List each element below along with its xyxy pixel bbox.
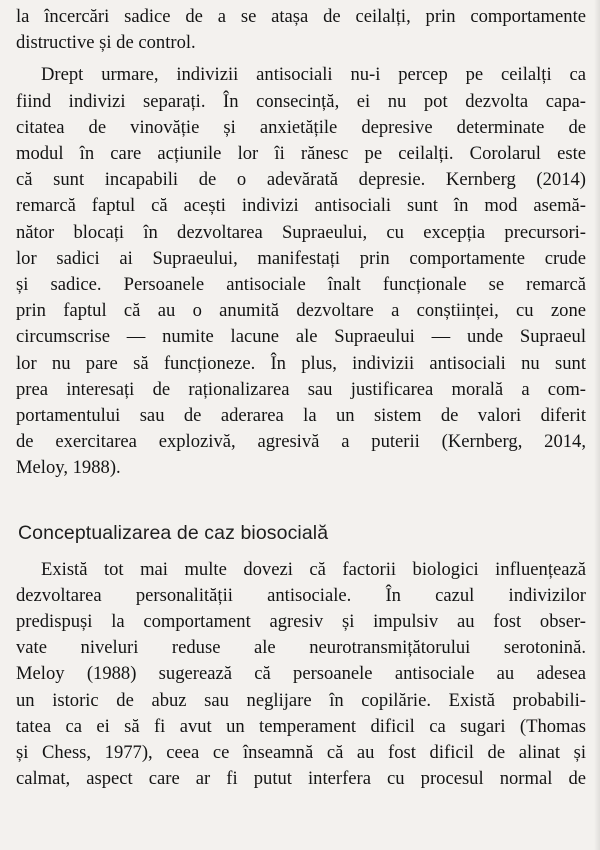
text-line: și Chess, 1977), ceea ce înseamnă că au fost dificil de alinat și bbox=[16, 742, 586, 764]
text-line: vate niveluri reduse ale neurotransmițătorului serotonină. bbox=[16, 637, 586, 659]
text-line: lor sadici ai Supraeului, manifestați prin comportamente crude bbox=[16, 247, 586, 269]
text-line: tatea ca ei să fi avut un temperament dificil ca sugari (Thomas bbox=[16, 715, 586, 737]
paragraph-antisocial-superego bbox=[16, 62, 586, 481]
text-line: nător blocați în dezvoltarea Supraeului, cu excepția precursori- bbox=[16, 221, 586, 243]
text-line: modul în care acțiunile lor îi rănesc pe ceilalți. Corolarul este bbox=[16, 143, 586, 165]
text-line: distructive și de control. bbox=[16, 32, 196, 54]
text-line: Meloy, 1988). bbox=[16, 457, 121, 479]
text-line: remarcă faptul că acești indivizi antisociali sunt în mod asemă- bbox=[16, 195, 586, 217]
paragraph-biosocial bbox=[16, 557, 586, 793]
text-line: calmat, aspect care ar fi putut interfera cu procesul normal de bbox=[16, 768, 586, 790]
text-line: citatea de vinovăție și anxietățile depresive determinate de bbox=[16, 116, 586, 138]
text-line: dezvoltarea personalității antisociale. În cazul indivizilor bbox=[16, 584, 586, 606]
page-edge-shadow bbox=[594, 0, 600, 850]
text-line: Există tot mai multe dovezi că factorii biologici influențează bbox=[41, 558, 586, 580]
text-line: că sunt incapabili de o adevărată depresie. Kernberg (2014) bbox=[16, 169, 586, 191]
text-line: prin faptul că au o anumită dezvoltare a conștiinței, cu zone bbox=[16, 300, 586, 322]
text-line: prea interesați de raționalizarea sau justificarea morală a com- bbox=[16, 378, 586, 400]
text-line: Meloy (1988) sugerează că persoanele antisociale au adesea bbox=[16, 663, 586, 685]
text-line: și sadice. Persoanele antisociale înalt funcționale se remarcă bbox=[16, 274, 586, 296]
text-line: fiind indivizi separați. În consecință, ei nu pot dezvolta capa- bbox=[16, 90, 586, 112]
text-line: portamentului sau de aderarea la un sistem de valori diferit bbox=[16, 405, 586, 427]
paragraph-continuation bbox=[16, 4, 586, 56]
text-line: circumscrise — numite lacune ale Supraeului — unde Supraeul bbox=[16, 326, 586, 348]
section-heading: Conceptualizarea de caz biosocială bbox=[18, 521, 329, 544]
text-line: de exercitarea explozivă, agresivă a puterii (Kernberg, 2014, bbox=[16, 431, 586, 453]
text-line: la încercări sadice de a se atașa de ceilalți, prin comportamente bbox=[16, 6, 586, 27]
text-line: un istoric de abuz sau neglijare în copilărie. Există probabili- bbox=[16, 689, 586, 711]
text-line: lor nu pare să funcționeze. În plus, indivizii antisociali nu sunt bbox=[16, 352, 586, 374]
text-line: predispuși la comportament agresiv și impulsiv au fost obser- bbox=[16, 611, 586, 633]
text-line: Drept urmare, indivizii antisociali nu-i percep pe ceilalți ca bbox=[41, 64, 586, 86]
